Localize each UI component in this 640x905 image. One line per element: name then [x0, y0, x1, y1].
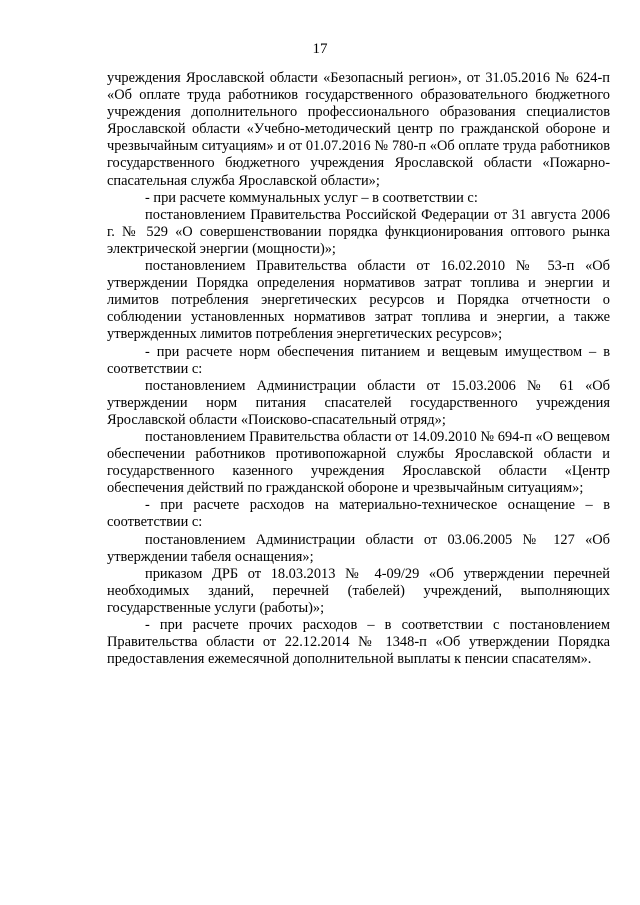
paragraph-equipment-table-decree: постановлением Администрации области от 03.06.2005 № 127 «Об утверждении табеля оснащения»; — [107, 531, 610, 565]
paragraph-other-expenses: - при расчете прочих расходов – в соответствии с постановлением Правительства области от 22.12.2014 № 1348-п «Об утверждении Порядка предоставления ежемесячной дополнительной выплаты к пенсии спасателям». — [107, 617, 610, 668]
page-number: 17 — [312, 41, 328, 57]
paragraph-equipment-heading: - при расчете расходов на материально-техническое оснащение – в соответствии с: — [107, 497, 610, 531]
document-body — [107, 70, 610, 668]
paragraph-food-clothing-heading: - при расчете норм обеспечения питанием и вещевым имуществом – в соответствии с: — [107, 343, 610, 377]
paragraph-clothing-supply-decree: постановлением Правительства области от 14.09.2010 № 694-п «О вещевом обеспечении работников противопожарной службы Ярославской области и государственного казенного учреждения Ярославской области «Центр обеспечения действий по гражданской обороне и чрезвычайным ситуациям»; — [107, 428, 610, 497]
paragraph-energy-norms-decree: постановлением Правительства области от 16.02.2010 № 53-п «Об утверждении Порядка определения нормативов затрат топлива и энергии и лимитов потребления энергетических ресурсов и Порядка отчетности о соблюдении установленных нормативов затрат топлива и энергии, а также утвержденных лимитов потребления энергетических ресурсов»; — [107, 258, 610, 343]
paragraph-drb-order: приказом ДРБ от 18.03.2013 № 4-09/29 «Об утверждении перечней необходимых зданий, перечней (табелей) учреждений, выполняющих государственные услуги (работы)»; — [107, 565, 610, 616]
paragraph-electricity-market-decree: постановлением Правительства Российской Федерации от 31 августа 2006 г. № 529 «О совершенствовании порядка функционирования оптового рынка электрической энергии (мощности)»; — [107, 206, 610, 257]
paragraph-utilities-heading: - при расчете коммунальных услуг – в соответствии с: — [145, 189, 478, 206]
paragraph-rescuer-nutrition-decree: постановлением Администрации области от 15.03.2006 № 61 «Об утверждении норм питания спасателей государственного учреждения Ярославской области «Поисково-спасательный отряд»; — [107, 377, 610, 428]
paragraph-funding-acts-continued: учреждения Ярославской области «Безопасный регион», от 31.05.2016 № 624-п «Об оплате труда работников государственного образовательного бюджетного учреждения дополнительного профессионального образования специалистов Ярославской области «Учебно-методический центр по гражданской обороне и чрезвычайным ситуациям» и от 01.07.2016 № 780-п «Об оплате труда работников государственного бюджетного учреждения Ярославской области «Пожарно-спасательная служба Ярославской области»; — [107, 70, 610, 189]
